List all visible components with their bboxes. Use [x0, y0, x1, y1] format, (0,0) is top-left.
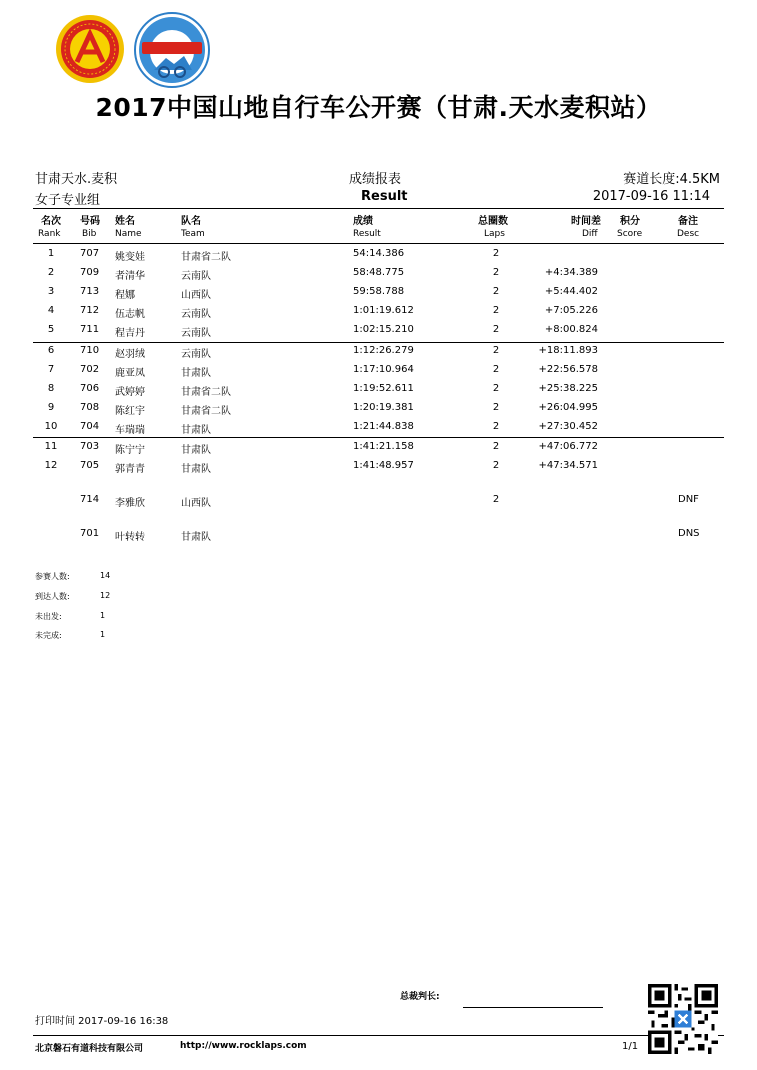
cell-team: 甘肃省二队 — [181, 252, 231, 263]
table-row — [0, 324, 757, 342]
page-number: 1/1 — [622, 1041, 639, 1052]
cell-diff: +47:34.571 — [538, 460, 598, 471]
cell-rank: 2 — [47, 267, 55, 278]
stat-value-dns: 1 — [100, 611, 106, 620]
company-name: 北京磐石有道科技有限公司 — [35, 1044, 144, 1054]
cell-bib: 714 — [80, 494, 100, 505]
col-rank-cn: 名次 — [41, 216, 61, 227]
cell-bib: 704 — [80, 421, 100, 432]
cell-result: 1:41:21.158 — [353, 441, 414, 452]
table-row — [0, 267, 757, 285]
cell-laps: 2 — [492, 305, 500, 316]
cell-rank: 3 — [47, 286, 55, 297]
cell-laps: 2 — [492, 364, 500, 375]
cell-name: 伍志帆 — [115, 309, 145, 320]
cell-team: 甘肃队 — [181, 464, 211, 475]
cell-diff: +8:00.824 — [544, 324, 598, 335]
stat-value-finishers: 12 — [100, 591, 111, 600]
cell-team: 甘肃队 — [181, 532, 211, 543]
cell-laps: 2 — [492, 494, 500, 505]
cell-laps: 2 — [492, 460, 500, 471]
table-row — [0, 494, 757, 512]
cell-bib: 702 — [80, 364, 100, 375]
cell-diff: +7:05.226 — [544, 305, 598, 316]
cell-laps: 2 — [492, 383, 500, 394]
col-team-cn: 队名 — [181, 216, 201, 227]
cell-result: 1:01:19.612 — [353, 305, 414, 316]
col-laps-cn: 总圈数 — [478, 216, 508, 227]
cell-name: 者清华 — [115, 271, 145, 282]
qr-code-icon — [648, 984, 718, 1054]
footer-divider — [33, 1035, 724, 1036]
cell-diff: +18:11.893 — [538, 345, 598, 356]
column-header-divider — [33, 243, 724, 244]
mtb-open-logo — [134, 12, 210, 88]
col-bib-en: Bib — [82, 229, 97, 239]
stat-label-finishers: 到达人数: — [35, 592, 70, 601]
signature-line — [463, 1007, 603, 1008]
cell-bib: 709 — [80, 267, 100, 278]
cell-result: 1:21:44.838 — [353, 421, 414, 432]
cell-rank: 4 — [47, 305, 55, 316]
cell-name: 姚变娃 — [115, 252, 145, 263]
group-label: 女子专业组 — [35, 193, 101, 208]
cell-name: 鹿亚凤 — [115, 368, 145, 379]
table-row — [0, 248, 757, 266]
report-datetime: 2017-09-16 11:14 — [592, 189, 710, 204]
table-row — [0, 402, 757, 420]
cell-team: 甘肃队 — [181, 445, 211, 456]
cell-result: 1:02:15.210 — [353, 324, 414, 335]
table-row — [0, 383, 757, 401]
cell-laps: 2 — [492, 248, 500, 259]
col-laps-en: Laps — [484, 229, 505, 239]
cell-team: 云南队 — [181, 328, 211, 339]
table-row — [0, 286, 757, 304]
cell-diff: +4:34.389 — [544, 267, 598, 278]
print-time: 打印时间 2017-09-16 16:38 — [35, 1016, 169, 1027]
col-result-en: Result — [353, 229, 381, 239]
cell-team: 甘肃省二队 — [181, 406, 231, 417]
table-row — [0, 460, 757, 478]
cell-rank: 8 — [47, 383, 55, 394]
cell-diff: +27:30.452 — [538, 421, 598, 432]
cell-team: 甘肃队 — [181, 425, 211, 436]
group-divider-1 — [33, 342, 724, 343]
col-name-cn: 姓名 — [115, 216, 135, 227]
header-divider — [33, 208, 724, 209]
col-name-en: Name — [115, 229, 142, 239]
table-row — [0, 441, 757, 459]
col-bib-cn: 号码 — [80, 216, 100, 227]
cell-team: 甘肃队 — [181, 368, 211, 379]
col-diff-en: Diff — [582, 229, 598, 239]
cell-diff: +26:04.995 — [538, 402, 598, 413]
col-team-en: Team — [181, 229, 205, 239]
cell-bib: 707 — [80, 248, 100, 259]
stat-value-dnf: 1 — [100, 630, 106, 639]
cell-bib: 706 — [80, 383, 100, 394]
page-title: 2017中国山地自行车公开赛（甘肃.天水麦积站） — [95, 93, 662, 122]
col-rank-en: Rank — [38, 229, 61, 239]
cell-bib: 713 — [80, 286, 100, 297]
cell-diff: +22:56.578 — [538, 364, 598, 375]
cell-bib: 703 — [80, 441, 100, 452]
cell-rank: 7 — [47, 364, 55, 375]
column-header-row-en — [0, 229, 757, 247]
col-score-cn: 积分 — [620, 216, 640, 227]
cell-rank: 10 — [44, 421, 58, 432]
cell-result: 58:48.775 — [353, 267, 405, 278]
table-row — [0, 305, 757, 323]
cell-bib: 708 — [80, 402, 100, 413]
cell-result: 59:58.788 — [353, 286, 405, 297]
cell-result: 1:12:26.279 — [353, 345, 414, 356]
cell-desc: DNF — [678, 494, 699, 505]
cell-result: 1:19:52.611 — [353, 383, 414, 394]
cell-name: 程娜 — [115, 290, 135, 301]
cell-bib: 712 — [80, 305, 100, 316]
chief-referee-label: 总裁判长: — [400, 992, 440, 1002]
cell-rank: 11 — [44, 441, 58, 452]
group-divider-2 — [33, 437, 724, 438]
cell-rank: 12 — [44, 460, 58, 471]
cell-diff: +25:38.225 — [538, 383, 598, 394]
cell-desc: DNS — [678, 528, 700, 539]
table-row — [0, 364, 757, 382]
cycling-association-logo — [55, 14, 125, 84]
cell-result: 54:14.386 — [353, 248, 405, 259]
cell-result: 1:17:10.964 — [353, 364, 414, 375]
cell-bib: 701 — [80, 528, 100, 539]
cell-name: 车瑞瑞 — [115, 425, 145, 436]
cell-team: 云南队 — [181, 271, 211, 282]
stat-label-dns: 未出发: — [35, 612, 62, 621]
cell-name: 武婷婷 — [115, 387, 145, 398]
cell-result: 1:41:48.957 — [353, 460, 414, 471]
cell-diff: +5:44.402 — [544, 286, 598, 297]
cell-name: 叶转转 — [115, 532, 145, 543]
cell-team: 山西队 — [181, 290, 211, 301]
stat-value-entrants: 14 — [100, 571, 111, 580]
cell-rank: 1 — [47, 248, 55, 259]
cell-name: 陈红宇 — [115, 406, 145, 417]
cell-rank: 5 — [47, 324, 55, 335]
col-diff-cn: 时间差 — [571, 216, 601, 227]
cell-laps: 2 — [492, 267, 500, 278]
cell-name: 赵羽绒 — [115, 349, 145, 360]
cell-laps: 2 — [492, 286, 500, 297]
cell-bib: 711 — [80, 324, 100, 335]
col-desc-en: Desc — [677, 229, 700, 239]
cell-laps: 2 — [492, 402, 500, 413]
course-length: 赛道长度:4.5KM — [623, 172, 720, 187]
cell-laps: 2 — [492, 421, 500, 432]
cell-bib: 705 — [80, 460, 100, 471]
cell-name: 陈宁宁 — [115, 445, 145, 456]
table-row — [0, 528, 757, 546]
cell-name: 郭青青 — [115, 464, 145, 475]
col-result-cn: 成绩 — [353, 216, 373, 227]
cell-laps: 2 — [492, 324, 500, 335]
cell-team: 云南队 — [181, 349, 211, 360]
location-label: 甘肃天水.麦积 — [35, 172, 118, 187]
report-title-en: Result — [361, 189, 408, 204]
cell-rank: 9 — [47, 402, 55, 413]
table-row — [0, 345, 757, 363]
cell-rank: 6 — [47, 345, 55, 356]
cell-bib: 710 — [80, 345, 100, 356]
stat-label-dnf: 未完成: — [35, 631, 62, 640]
report-title-cn: 成绩报表 — [349, 172, 402, 187]
col-desc-cn: 备注 — [678, 216, 698, 227]
cell-team: 山西队 — [181, 498, 211, 509]
cell-laps: 2 — [492, 345, 500, 356]
cell-name: 李雅欣 — [115, 498, 145, 509]
cell-diff: +47:06.772 — [538, 441, 598, 452]
cell-team: 甘肃省二队 — [181, 387, 231, 398]
column-header-row-cn — [0, 212, 757, 230]
stat-label-entrants: 参赛人数: — [35, 572, 70, 581]
cell-result: 1:20:19.381 — [353, 402, 414, 413]
col-score-en: Score — [617, 229, 643, 239]
cell-team: 云南队 — [181, 309, 211, 320]
cell-name: 程吉丹 — [115, 328, 145, 339]
website-link[interactable]: http://www.rocklaps.com — [180, 1041, 307, 1051]
cell-laps: 2 — [492, 441, 500, 452]
